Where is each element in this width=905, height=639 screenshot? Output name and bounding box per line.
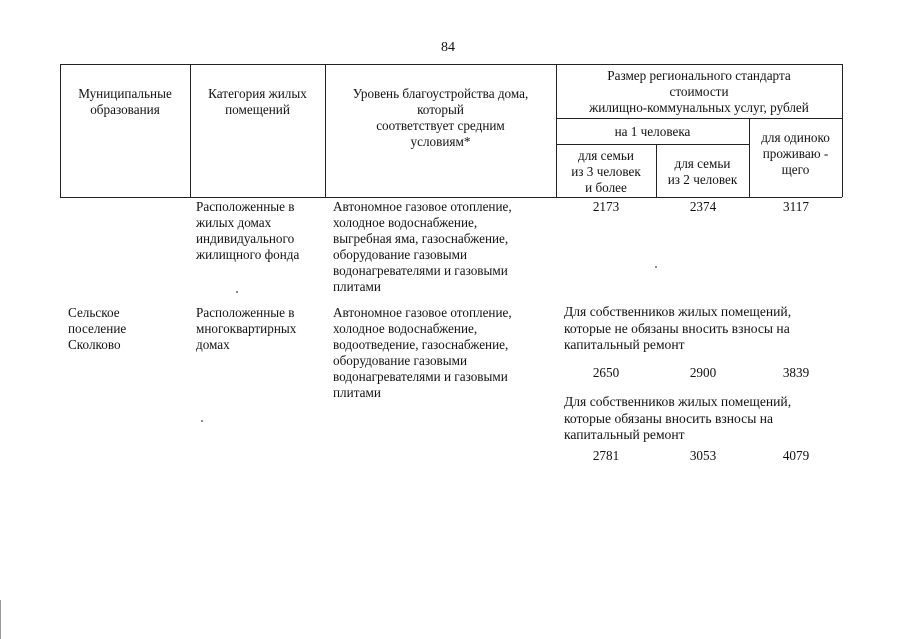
row2-level-line: водонагревателями и газовыми	[333, 369, 508, 384]
row2-level-line: плитами	[333, 385, 381, 400]
header-family2-line: для семьи	[674, 156, 731, 171]
note2-value-family2: 3053	[689, 448, 717, 463]
row1-category-line: индивидуального	[196, 231, 295, 246]
header-family2-line: из 2 человек	[667, 172, 738, 187]
note1-value-family2: 2900	[689, 365, 717, 380]
note2-text-line: Для собственников жилых помещений,	[564, 394, 792, 409]
row1-value-family3: 2173	[592, 199, 620, 214]
header-per-person: на 1 человека	[614, 124, 691, 139]
row2-municipality	[68, 305, 126, 353]
row1-level-line: оборудование газовыми	[333, 247, 468, 262]
group-header-divider	[556, 118, 842, 119]
per-person-divider	[556, 144, 749, 145]
row1-level-line: выгребная яма, газоснабжение,	[333, 231, 509, 246]
row2-category-line: домах	[196, 337, 230, 352]
header-standard-size-line: Размер регионального стандарта	[607, 68, 791, 83]
table-top-border	[60, 64, 842, 65]
row1-category	[196, 199, 299, 263]
row1-category-line: жилых домах	[196, 215, 272, 230]
scan-edge-mark	[0, 600, 1, 639]
header-single-resident	[749, 130, 842, 178]
row1-level-line: холодное водоснабжение,	[333, 215, 478, 230]
row1-category-line: Расположенные в	[196, 199, 295, 214]
row1-level	[333, 199, 512, 295]
row2-category	[196, 305, 296, 353]
header-level-line: соответствует средним	[376, 118, 505, 133]
note1-text-line: Для собственников жилых помещений,	[564, 304, 792, 319]
header-single-line: щего	[781, 162, 810, 177]
header-level-line: Уровень благоустройства дома,	[352, 86, 529, 101]
row2-municipality-line: поселение	[68, 321, 127, 336]
row2-level	[333, 305, 512, 401]
page-number: 84	[441, 40, 455, 55]
header-family-3	[556, 148, 656, 196]
header-category	[190, 86, 325, 118]
row1-level-line: водонагревателями и газовыми	[333, 263, 508, 278]
header-family3-line: и более	[585, 180, 627, 195]
table-header-bottom-border	[60, 197, 842, 198]
row2-category-line: Расположенные в	[196, 305, 295, 320]
note2-value-family3: 2781	[592, 448, 620, 463]
note1-value-family3: 2650	[592, 365, 620, 380]
header-family-2	[656, 156, 749, 188]
note1-text-line: которые не обязаны вносить взносы на	[564, 320, 790, 336]
header-municipality	[60, 86, 190, 118]
header-category-line: Категория жилых	[208, 86, 307, 101]
header-municipality-line: Муниципальные	[78, 86, 172, 101]
row2-level-line: Автономное газовое отопление,	[333, 305, 512, 320]
row2-municipality-line: Сельское	[68, 305, 120, 320]
header-standard-size-line: жилищно-коммунальных услуг, рублей	[589, 100, 809, 115]
header-category-line: помещений	[225, 102, 290, 117]
col-divider-1	[190, 64, 191, 197]
header-level-line: условиям*	[410, 134, 471, 149]
note2-text-line: которые обязаны вносить взносы на	[564, 410, 774, 426]
note1-text	[564, 304, 791, 354]
header-family3-line: для семьи	[578, 148, 634, 163]
header-single-line: для одиноко	[761, 130, 830, 145]
table-left-border	[60, 64, 61, 197]
row2-municipality-line: Сколково	[68, 337, 121, 352]
note2-text	[564, 394, 791, 444]
header-level	[325, 86, 556, 150]
row1-category-line: жилищного фонда	[196, 247, 300, 262]
row1-level-line: Автономное газовое отопление,	[333, 199, 512, 214]
note2-value-single: 4079	[782, 448, 810, 463]
header-standard-size	[556, 68, 842, 116]
row2-category-line: многоквартирных	[196, 321, 297, 336]
header-municipality-line: образования	[90, 102, 160, 117]
row2-level-line: оборудование газовыми	[333, 353, 468, 368]
scan-speck	[655, 266, 657, 268]
row1-value-single: 3117	[783, 199, 809, 214]
row1-value-family2: 2374	[689, 199, 717, 214]
note1-text-line: капитальный ремонт	[564, 337, 685, 352]
note1-value-single: 3839	[782, 365, 810, 380]
header-standard-size-line: стоимости	[669, 84, 729, 99]
header-family3-line: из 3 человек	[571, 164, 641, 179]
row1-level-line: плитами	[333, 279, 381, 294]
row2-level-line: водоотведение, газоснабжение,	[333, 337, 509, 352]
row2-level-line: холодное водоснабжение,	[333, 321, 478, 336]
table-right-border	[842, 64, 843, 197]
note2-text-line: капитальный ремонт	[564, 427, 685, 442]
header-single-line: проживаю -	[762, 146, 829, 161]
scan-speck	[201, 420, 203, 422]
header-level-line: который	[417, 102, 464, 117]
scan-speck	[236, 291, 238, 293]
